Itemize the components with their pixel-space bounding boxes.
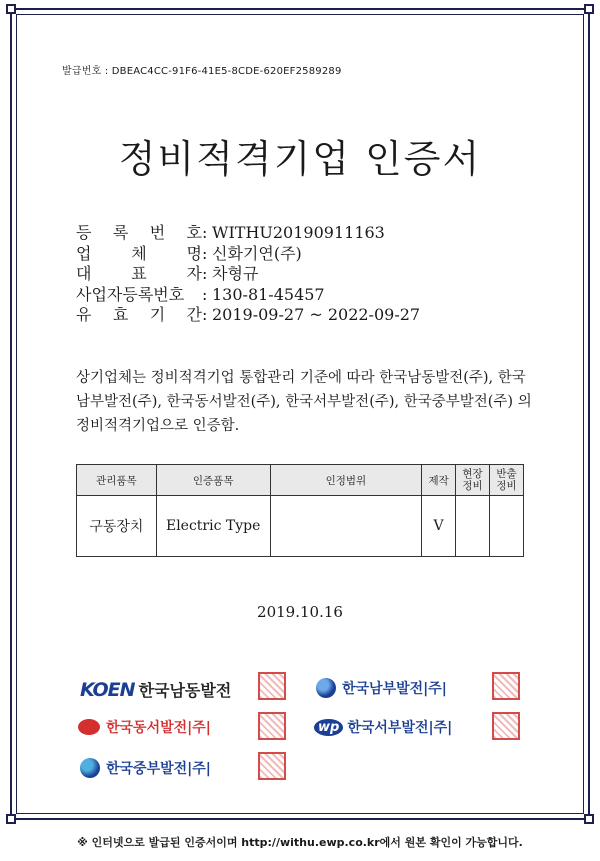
field-value: 차형규 bbox=[212, 264, 259, 283]
certificate-fields bbox=[76, 223, 420, 326]
table-row bbox=[77, 496, 524, 557]
table-cell bbox=[490, 496, 524, 557]
kospo-logo bbox=[316, 678, 447, 698]
koen-wordmark: KOEN bbox=[80, 678, 135, 701]
corner-ornament-tl bbox=[6, 4, 16, 14]
certification-statement: 상기업체는 정비적격기업 통합관리 기준에 따라 한국남동발전(주), 한국남부발전(주), 한국동서발전(주), 한국서부발전(주), 한국중부발전(주) 의 정비적격기업으로 인증함. bbox=[76, 370, 532, 434]
table-cell: 구동장치 bbox=[77, 496, 157, 557]
komipo-emblem-icon bbox=[80, 758, 100, 778]
company-name: 한국서부발전|주| bbox=[347, 720, 453, 736]
table-cell bbox=[456, 496, 490, 557]
company-seal bbox=[492, 712, 520, 740]
field-business-number: 사업자등록번호 : 130-81-45457 bbox=[76, 284, 325, 304]
column-header: 반출 정비 bbox=[490, 465, 524, 496]
company-seal bbox=[258, 672, 286, 700]
kowepo-logo bbox=[314, 717, 452, 737]
company-seal bbox=[258, 752, 286, 780]
field-value: WITHU20190911163 bbox=[212, 223, 385, 242]
company-seal bbox=[258, 712, 286, 740]
table-cell: V bbox=[422, 496, 456, 557]
field-value: 130-81-45457 bbox=[212, 284, 325, 304]
issue-date: 2019.10.16 bbox=[257, 603, 343, 621]
company-seal bbox=[492, 672, 520, 700]
table-cell bbox=[270, 496, 422, 557]
company-name: 한국중부발전|주| bbox=[106, 761, 211, 777]
field-label: 유 효 기 간 bbox=[76, 305, 202, 324]
field-value: 신화기연(주) bbox=[212, 243, 302, 263]
issue-number: 발급번호 : DBEAC4CC-91F6-41E5-8CDE-620EF2589289 bbox=[62, 66, 342, 77]
corner-ornament-bl bbox=[6, 814, 16, 824]
field-label: 대 표 자 bbox=[76, 264, 202, 283]
company-name: 한국남부발전|주| bbox=[342, 681, 447, 697]
koen-logo bbox=[80, 678, 231, 701]
column-header: 인정범위 bbox=[270, 465, 422, 496]
corner-ornament-tr bbox=[584, 4, 594, 14]
column-header: 제작 bbox=[422, 465, 456, 496]
column-header: 인증품목 bbox=[156, 465, 270, 496]
komipo-logo bbox=[80, 758, 211, 778]
wp-wordmark: wp bbox=[314, 719, 343, 736]
ewp-logo bbox=[78, 717, 211, 737]
field-value: 2019-09-27 ~ 2022-09-27 bbox=[212, 305, 421, 324]
footer-notice: ※ 인터넷으로 발급된 인증서이며 http://withu.ewp.co.kr에서 원본 확인이 가능합니다. bbox=[77, 836, 523, 849]
column-header: 현장 정비 bbox=[456, 465, 490, 496]
field-representative: 대 표 자 : 차형규 bbox=[76, 264, 259, 283]
ewp-emblem-icon bbox=[78, 719, 100, 735]
table-header-row bbox=[77, 465, 524, 496]
company-name: 한국동서발전|주| bbox=[106, 720, 211, 736]
corner-ornament-br bbox=[584, 814, 594, 824]
field-label: 업 체 명 bbox=[76, 243, 202, 263]
kospo-emblem-icon bbox=[316, 678, 336, 698]
certificate-title: 정비적격기업 인증서 bbox=[118, 137, 482, 181]
field-validity-period: 유 효 기 간 : 2019-09-27 ~ 2022-09-27 bbox=[76, 305, 421, 324]
field-company-name: 업 체 명 : 신화기연(주) bbox=[76, 243, 302, 263]
field-label: 등 록 번 호 bbox=[76, 223, 202, 242]
table-cell: Electric Type bbox=[156, 496, 270, 557]
column-header: 관리품목 bbox=[77, 465, 157, 496]
company-name: 한국남동발전 bbox=[138, 681, 232, 700]
field-label: 사업자등록번호 bbox=[76, 284, 185, 304]
certification-table bbox=[76, 464, 524, 557]
field-registration-number: 등 록 번 호 : WITHU20190911163 bbox=[76, 223, 385, 242]
